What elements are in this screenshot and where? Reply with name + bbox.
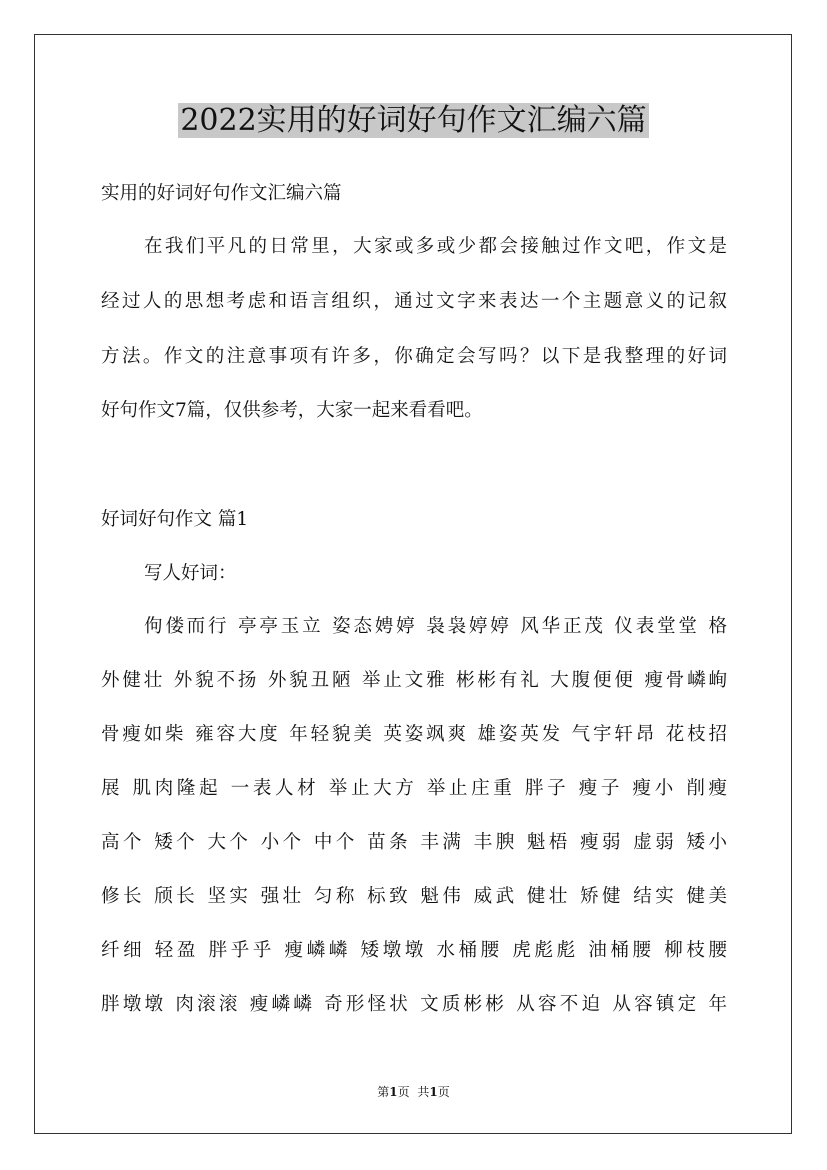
- word-line-1: 佝偻而行 亭亭玉立 姿态娉婷 袅袅婷婷 风华正茂 仪表堂堂 格: [144, 616, 727, 637]
- total-prefix: 共: [417, 1085, 430, 1099]
- page-suffix: 页: [397, 1085, 410, 1099]
- page-footer: [0, 1084, 827, 1100]
- total-suffix: 页: [437, 1085, 450, 1099]
- intro-line-1: 在我们平凡的日常里，大家或多或少都会接触过作文吧，作文是: [144, 236, 727, 257]
- page-prefix: 第: [377, 1085, 390, 1099]
- word-line-3: 骨瘦如柴 雍容大度 年轻貌美 英姿飒爽 雄姿英发 气宇轩昂 花枝招: [101, 724, 727, 745]
- word-line-6: 修长 颀长 坚实 强壮 匀称 标致 魁伟 威武 健壮 矫健 结实 健美: [101, 886, 727, 907]
- word-line-5: 高个 矮个 大个 小个 中个 苗条 丰满 丰腴 魁梧 瘦弱 虚弱 矮小: [101, 832, 727, 853]
- document-title-text: 2022实用的好词好句作文汇编六篇: [180, 103, 647, 138]
- section-heading: 好词好句作文 篇1: [101, 509, 249, 530]
- intro-line-3: 方法。作文的注意事项有许多，你确定会写吗？以下是我整理的好词: [101, 346, 727, 367]
- subtitle: 实用的好词好句作文汇编六篇: [101, 183, 342, 204]
- word-line-4: 展 肌肉隆起 一表人材 举止大方 举止庄重 胖子 瘦子 瘦小 削瘦: [101, 778, 727, 799]
- category-label: 写人好词：: [144, 563, 237, 584]
- intro-line-2: 经过人的思想考虑和语言组织，通过文字来表达一个主题意义的记叙: [101, 291, 727, 312]
- word-line-8: 胖墩墩 肉滚滚 瘦嶙嶙 奇形怪状 文质彬彬 从容不迫 从容镇定 年: [101, 994, 727, 1015]
- total-pages: 1: [429, 1085, 438, 1099]
- word-line-2: 外健壮 外貌不扬 外貌丑陋 举止文雅 彬彬有礼 大腹便便 瘦骨嶙峋: [101, 670, 727, 691]
- intro-line-4: 好句作文7篇，仅供参考，大家一起来看看吧。: [101, 400, 483, 421]
- word-line-7: 纤细 轻盈 胖乎乎 瘦嶙嶙 矮墩墩 水桶腰 虎彪彪 油桶腰 柳枝腰: [101, 940, 727, 961]
- document-title: [0, 100, 827, 142]
- page-number: 1: [389, 1085, 398, 1099]
